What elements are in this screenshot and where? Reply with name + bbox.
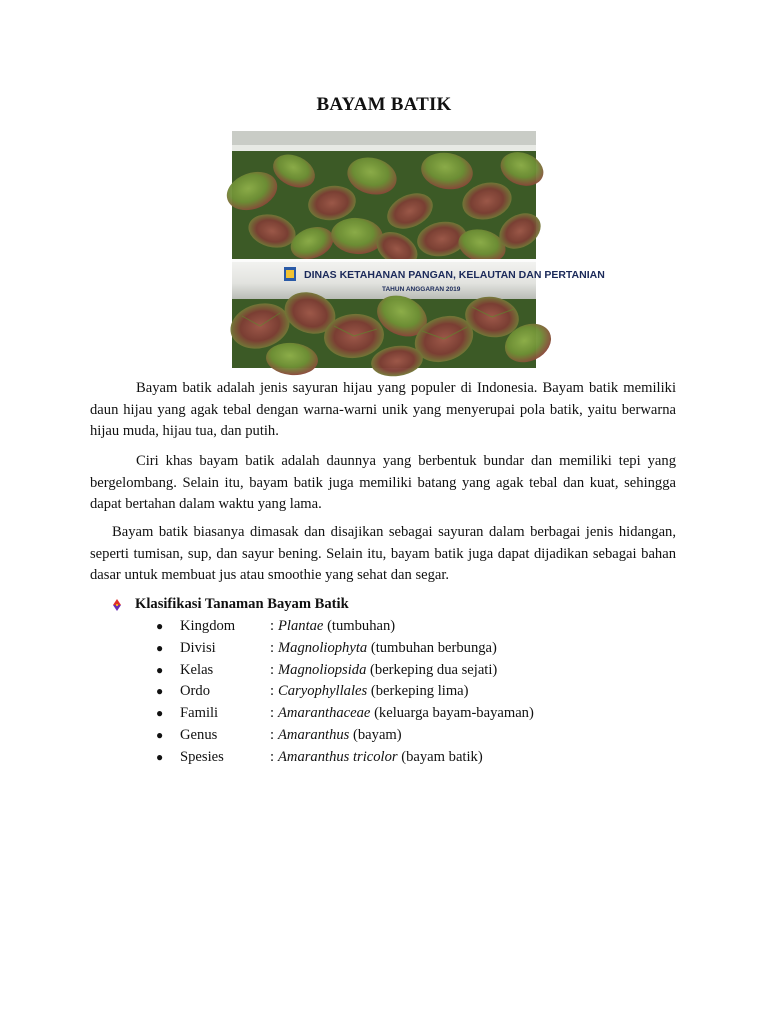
taxon-rank: Ordo (180, 683, 210, 700)
taxon-scientific-name: Plantae (278, 618, 324, 634)
separator: : (270, 726, 275, 743)
paragraph-characteristics: Ciri khas bayam batik adalah daunnya yang berbentuk bundar dan memiliki tepi yang bergelombang. Selain itu, bayam batik juga memiliki batang yang agak tebal dan kuat, sehingga dapat bertahan dalam waktu yang lama. (90, 453, 676, 512)
classification-list (156, 616, 534, 769)
taxon-rank: Genus (180, 726, 218, 743)
bullet-icon: ● (156, 749, 164, 764)
classification-heading (110, 596, 349, 613)
taxon-note: (tumbuhan berbunga) (370, 639, 497, 656)
bullet-icon: ● (156, 662, 164, 677)
classification-heading-text: Klasifikasi Tanaman Bayam Batik (135, 596, 349, 612)
separator: : (270, 705, 275, 722)
taxon-rank: Kingdom (180, 618, 236, 634)
separator: : (270, 661, 275, 678)
taxon-note: (berkeping lima) (370, 683, 469, 700)
taxon-note: (tumbuhan) (327, 618, 396, 634)
bullet-icon: ● (156, 684, 164, 699)
taxon-note: (keluarga bayam-bayaman) (374, 705, 534, 722)
list-item (156, 638, 534, 660)
taxon-scientific-name: Amaranthaceae (278, 705, 371, 722)
list-item (156, 725, 534, 747)
separator: : (270, 618, 275, 634)
taxon-note: (bayam) (353, 726, 402, 743)
bullet-icon: ● (156, 640, 164, 655)
taxon-note: (bayam batik) (401, 748, 483, 765)
list-item (156, 681, 534, 703)
taxon-scientific-name: Caryophyllales (278, 683, 368, 700)
taxon-scientific-name: Amaranthus tricolor (278, 748, 398, 765)
arrow-bullet-icon (110, 598, 124, 612)
list-item (156, 616, 534, 638)
bullet-icon: ● (156, 706, 164, 721)
sign-line-2: TAHUN ANGGARAN 2019 (382, 286, 461, 293)
paragraph-usage: Bayam batik biasanya dimasak dan disajikan sebagai sayuran dalam berbagai jenis hidangan, seperti tumisan, sup, dan sayur bening. Selain itu, bayam batik juga dapat dijadikan sebagai bahan dasar untuk membuat jus atau smoothie yang sehat dan segar. (90, 524, 676, 583)
bullet-icon: ● (156, 619, 164, 633)
taxon-rank: Kelas (180, 661, 214, 678)
taxon-rank: Famili (180, 705, 219, 722)
paragraph-intro: Bayam batik adalah jenis sayuran hijau yang populer di Indonesia. Bayam batik memiliki daun hijau yang agak tebal dengan warna-warni unik yang menyerupai pola batik, yaitu berwarna hijau muda, hijau tua, dan putih. (90, 380, 676, 439)
sign-line-1: DINAS KETAHANAN PANGAN, KELAUTAN DAN PERTANIAN (304, 269, 605, 281)
taxon-scientific-name: Amaranthus (278, 726, 350, 743)
separator: : (270, 683, 275, 700)
bayam-batik-photo (232, 131, 605, 368)
separator: : (270, 748, 275, 765)
taxon-scientific-name: Magnoliophyta (278, 639, 368, 656)
list-item (156, 747, 534, 769)
taxon-scientific-name: Magnoliopsida (278, 661, 367, 678)
taxon-rank: Divisi (180, 639, 216, 656)
page-title: BAYAM BATIK (316, 94, 452, 115)
list-item (156, 660, 534, 682)
separator: : (270, 639, 275, 656)
bullet-icon: ● (156, 727, 164, 742)
list-item (156, 703, 534, 725)
taxon-rank: Spesies (180, 748, 224, 765)
taxon-note: (berkeping dua sejati) (370, 661, 498, 678)
